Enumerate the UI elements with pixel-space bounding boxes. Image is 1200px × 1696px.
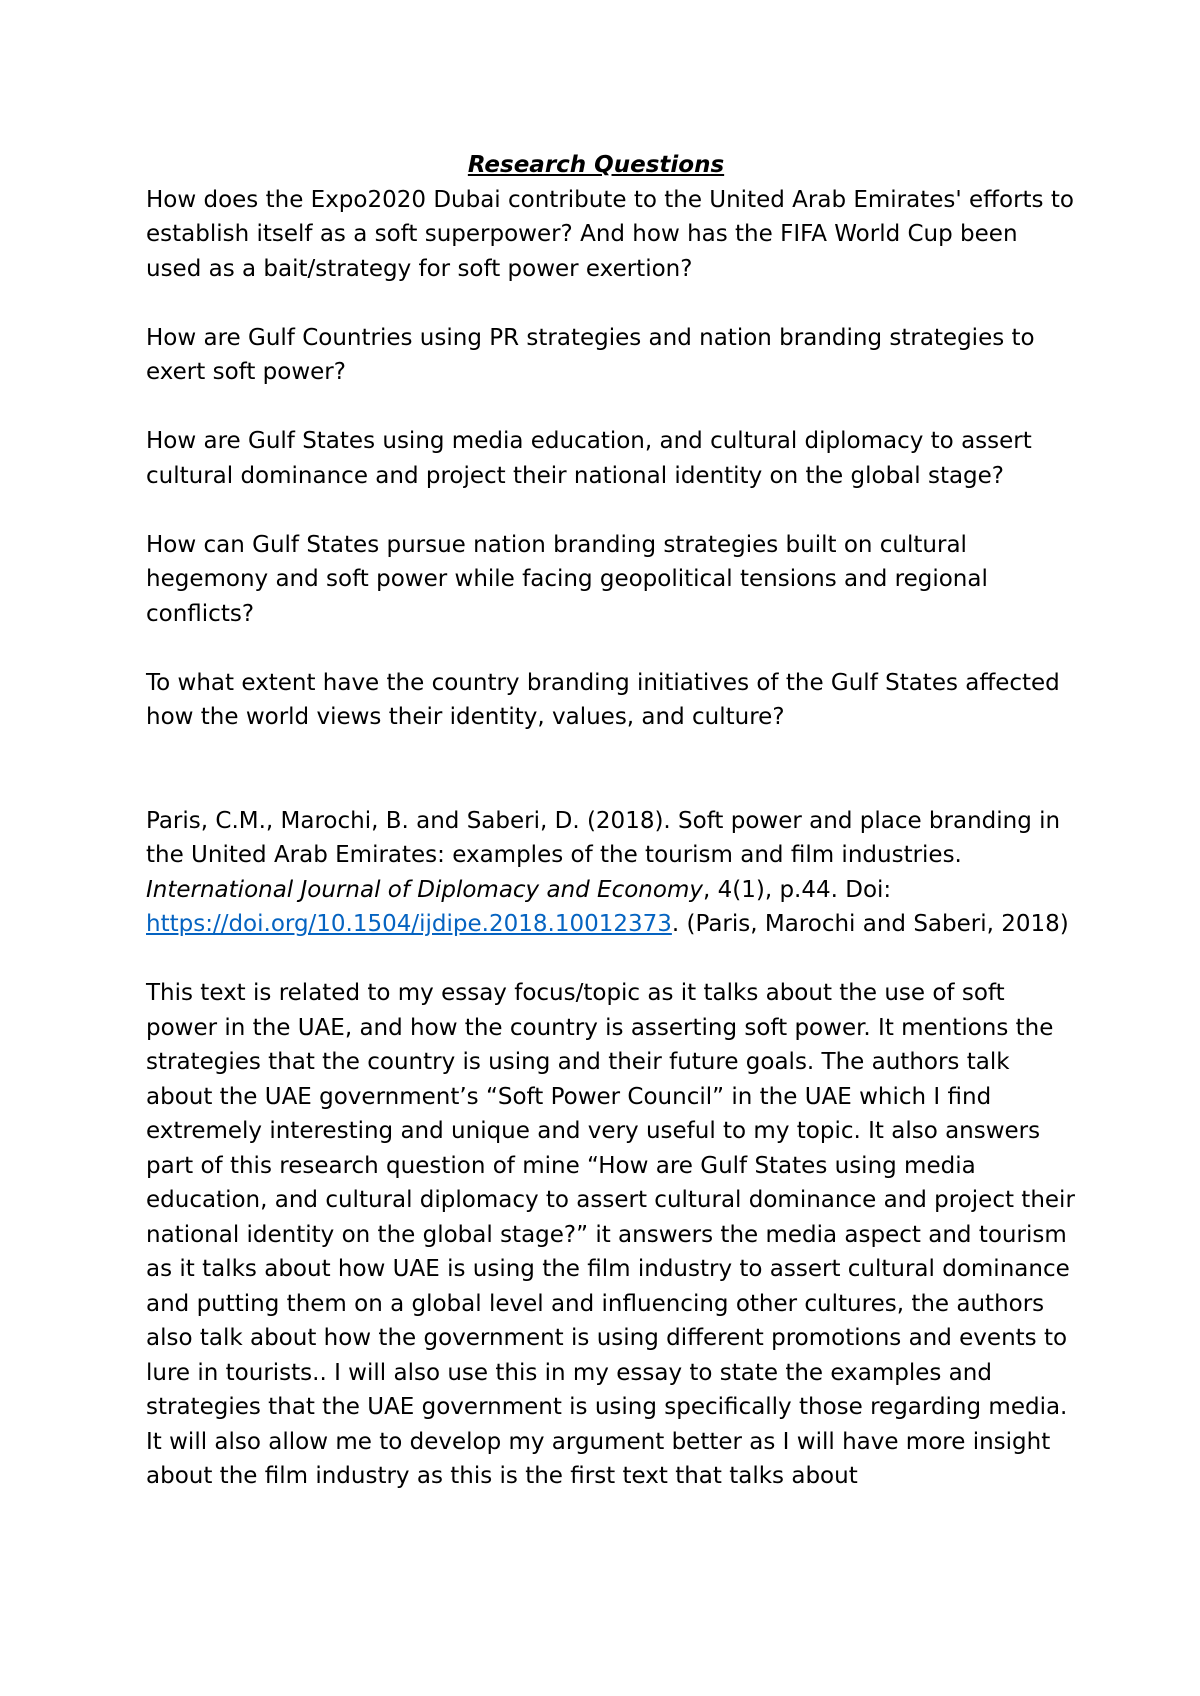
annotation-paragraph: This text is related to my essay focus/topic as it talks about the use of soft power in the UAE, and how the country is asserting soft power. It mentions the strategies that the country is using and their future goals. The authors talk about the UAE government’s “Soft Power Council” in the UAE which I find extremely interesting and unique and very useful to my topic. It also answers part of this research question of mine “How are Gulf States using media education, and cultural diplomacy to assert cultural dominance and project their national identity on the global stage?” it answers the media aspect and tourism as it talks about how UAE is using the film industry to assert cultural dominance and putting them on a global level and influencing other cultures, the authors also talk about how the government is using different promotions and events to lure in tourists.. I will also use this in my essay to state the examples and strategies that the UAE government is using specifically those regarding media. It will also allow me to develop my argument better as I will have more insight about the film industry as this is the first text that talks about [146,980,1075,1489]
in-text-citation: . (Paris, Marochi and Saberi, 2018) [671,911,1069,937]
research-question-1: How does the Expo2020 Dubai contribute to the United Arab Emirates' efforts to establish itself as a soft superpower? And how has the FIFA World Cup been used as a bait/strategy for soft power exertion? [146,186,1074,282]
reference-volume-pages: , 4(1), p.44. Doi: [702,876,892,903]
research-question-3: How are Gulf States using media education, and cultural diplomacy to assert cultural dominance and project their national identity on the global stage? [146,428,1032,489]
title-container [146,148,1046,183]
page-title: Research Questions [467,152,725,178]
research-question-2: How are Gulf Countries using PR strategies and nation branding strategies to exert soft power? [146,324,1035,385]
reference-journal: International Journal of Diplomacy and Economy [146,876,703,903]
research-question-4: How can Gulf States pursue nation branding strategies built on cultural hegemony and soft power while facing geopolitical tensions and regional conflicts? [146,531,988,627]
research-question-5: To what extent have the country branding initiatives of the Gulf States affected how the world views their identity, values, and culture? [146,669,1060,730]
reference-authors-title: Paris, C.M., Marochi, B. and Saberi, D. (2018). Soft power and place branding in the United Arab Emirates: examples of the tourism and film industries. [146,807,1061,868]
doi-link[interactable]: https://doi.org/10.1504/ijdipe.2018.10012373 [146,911,672,937]
document-page [146,148,1076,1494]
reference-entry [146,804,1076,942]
